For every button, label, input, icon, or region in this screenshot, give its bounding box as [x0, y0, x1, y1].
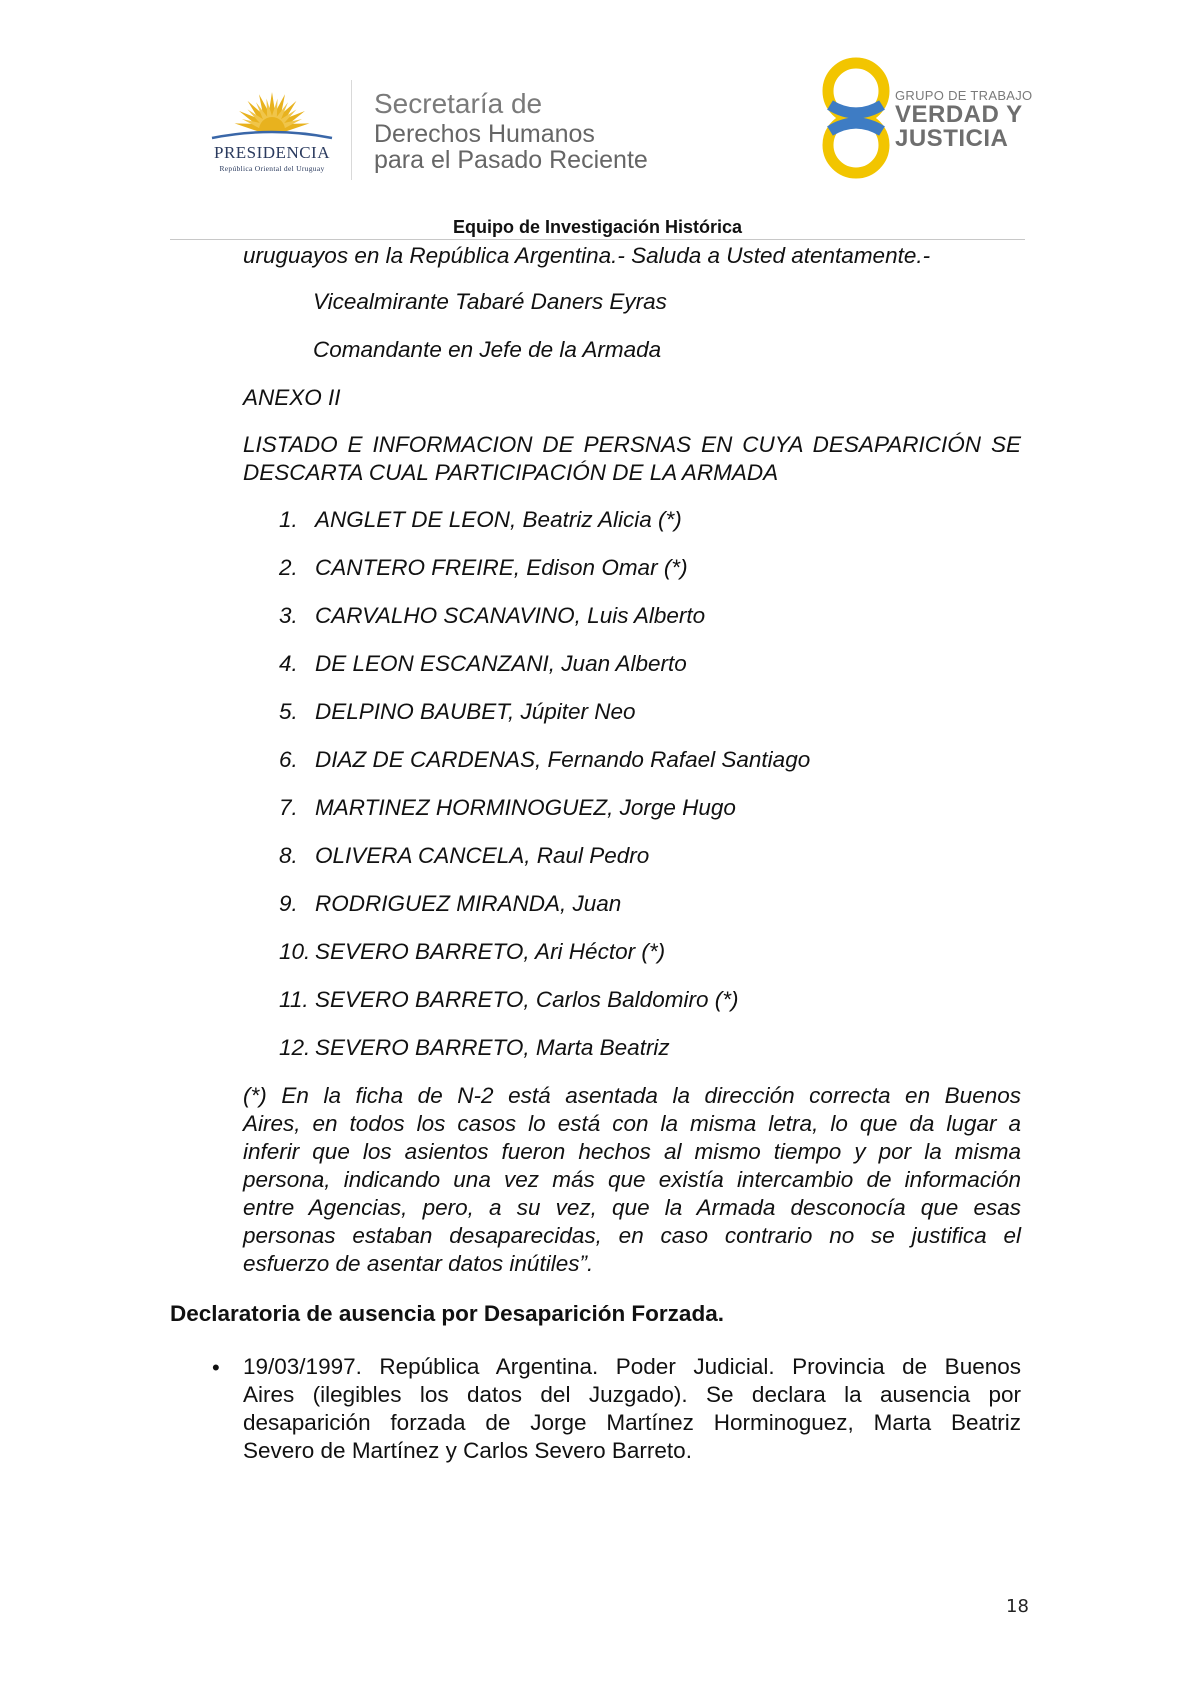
footnote-line: esfuerzo de asentar datos inútiles”. — [243, 1251, 594, 1276]
presidencia-name: PRESIDENCIA — [213, 143, 330, 162]
list-item: CANTERO FREIRE, Edison Omar (*) — [315, 555, 688, 580]
bullet-line: Severo de Martínez y Carlos Severo Barreto. — [243, 1438, 692, 1463]
footnote-line: personas estaban desaparecidas, en caso contrario no se justifica el — [243, 1223, 1021, 1248]
page-number: 18 — [1006, 1596, 1029, 1617]
bullet-line: Aires (ilegibles los datos del Juzgado). Se declara la ausencia por — [243, 1382, 1021, 1407]
header-divider — [351, 80, 352, 180]
list-item: DELPINO BAUBET, Júpiter Neo — [315, 699, 636, 724]
list-item: DE LEON ESCANZANI, Juan Alberto — [315, 651, 687, 676]
bullet-marker: • — [212, 1355, 220, 1380]
list-item-number: 2. — [279, 555, 298, 580]
list-item-number: 7. — [279, 795, 298, 820]
lead-sentence: uruguayos en la República Argentina.- Saluda a Usted atentamente.- — [243, 243, 931, 268]
list-item-number: 3. — [279, 603, 298, 628]
verdad-justicia-rings-logo — [816, 55, 900, 181]
list-item-number: 9. — [279, 891, 298, 916]
list-item: ANGLET DE LEON, Beatriz Alicia (*) — [315, 507, 682, 532]
footnote-paragraph — [243, 1082, 1021, 1278]
list-item-number: 5. — [279, 699, 298, 724]
header-rule — [170, 239, 1025, 240]
list-item: DIAZ DE CARDENAS, Fernando Rafael Santiago — [315, 747, 811, 772]
signature-name: Vicealmirante Tabaré Daners Eyras — [313, 289, 667, 314]
footnote-line: entre Agencias, pero, a su vez, que la Armada desconocía que esas — [243, 1195, 1021, 1220]
list-item-number: 4. — [279, 651, 298, 676]
secretaria-line-1: Secretaría de — [374, 88, 543, 119]
list-item: SEVERO BARRETO, Carlos Baldomiro (*) — [315, 987, 739, 1012]
listado-title: LISTADO E INFORMACION DE PERSNAS EN CUYA DESAPARICIÓN SE DESCARTA CUAL PARTICIPACIÓN DE LA ARMADA — [243, 432, 1021, 485]
declaratoria-heading: Declaratoria de ausencia por Desaparición Forzada. — [170, 1301, 724, 1326]
list-item: SEVERO BARRETO, Marta Beatriz — [315, 1035, 670, 1060]
bullet-line: 19/03/1997. República Argentina. Poder Judicial. Provincia de Buenos — [243, 1354, 1021, 1379]
presidencia-subtitle: República Oriental del Uruguay — [219, 164, 325, 173]
team-title: Equipo de Investigación Histórica — [452, 217, 743, 237]
bullet-paragraph — [243, 1353, 1021, 1465]
list-item: RODRIGUEZ MIRANDA, Juan — [315, 891, 622, 916]
list-item-number: 10. — [279, 939, 311, 964]
footnote-line: inferir que los asientos fueron hechos al mismo tiempo y por la misma — [243, 1139, 1021, 1164]
list-item-number: 6. — [279, 747, 298, 772]
footnote-line: (*) En la ficha de N-2 está asentada la dirección correcta en Buenos — [243, 1083, 1021, 1108]
gvj-line-2: VERDAD Y — [895, 101, 1023, 128]
secretaria-line-3: para el Pasado Reciente — [374, 146, 648, 174]
anexo-heading: ANEXO II — [243, 385, 341, 410]
list-item: SEVERO BARRETO, Ari Héctor (*) — [315, 939, 666, 964]
list-item: CARVALHO SCANAVINO, Luis Alberto — [315, 603, 706, 628]
list-item-number: 8. — [279, 843, 298, 868]
gvj-line-1: GRUPO DE TRABAJO — [895, 88, 1033, 103]
list-item-number: 11. — [279, 987, 309, 1012]
list-item: MARTINEZ HORMINOGUEZ, Jorge Hugo — [315, 795, 736, 820]
signature-role: Comandante en Jefe de la Armada — [313, 337, 662, 362]
list-item-number: 12. — [279, 1035, 311, 1060]
footnote-line: Aires, en todos los casos lo está con la misma letra, lo que da lugar a — [243, 1111, 1021, 1136]
list-item-number: 1. — [279, 507, 298, 532]
secretaria-line-2: Derechos Humanos — [374, 120, 595, 148]
list-item: OLIVERA CANCELA, Raul Pedro — [315, 843, 650, 868]
bullet-line: desaparición forzada de Jorge Martínez Horminoguez, Marta Beatriz — [243, 1410, 1021, 1435]
gvj-line-3: JUSTICIA — [895, 125, 1009, 152]
footnote-line: persona, indicando una vez más que existía intercambio de información — [243, 1167, 1021, 1192]
